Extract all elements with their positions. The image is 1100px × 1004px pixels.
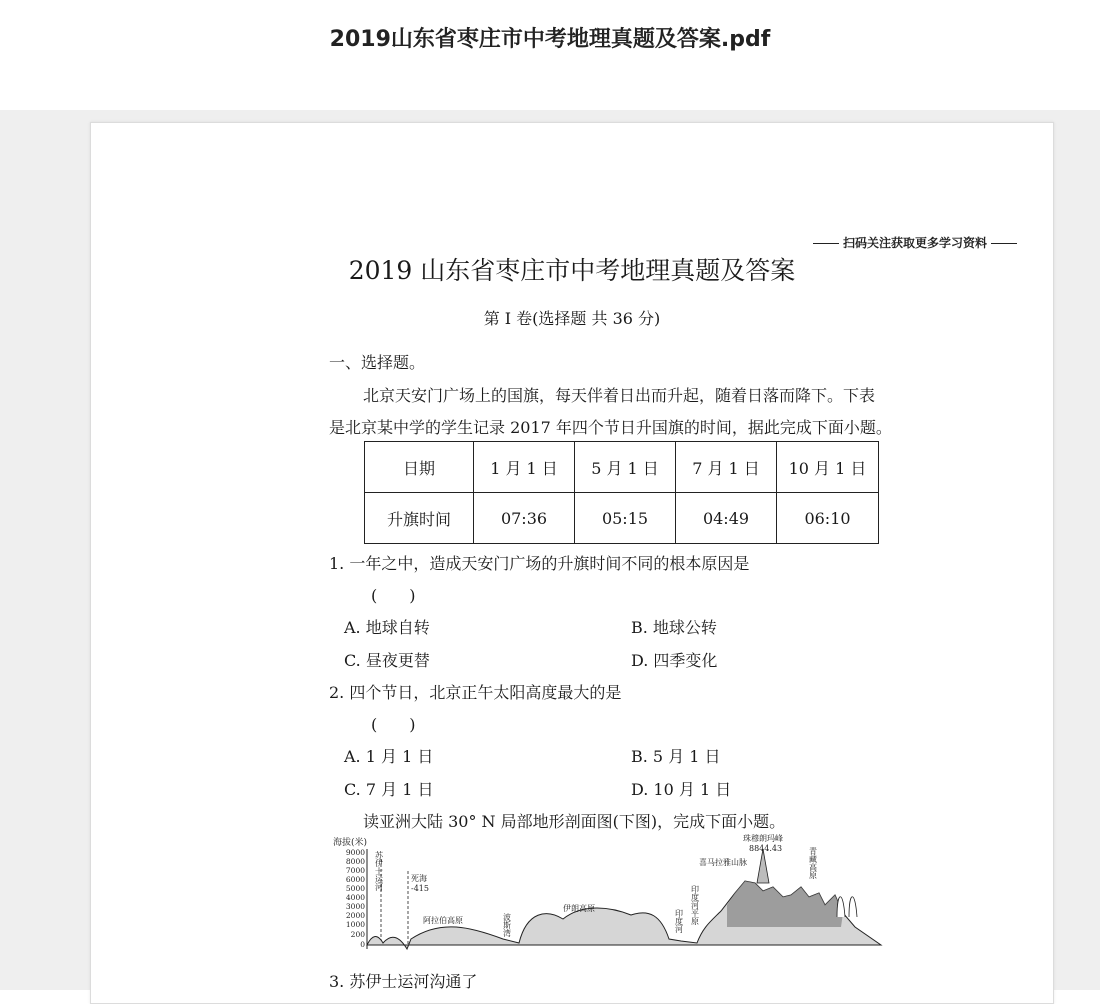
y-tick-label: 1000 — [345, 920, 365, 929]
table-cell: 日期 — [365, 442, 474, 493]
question-1-option-c: C. 昼夜更替 — [344, 651, 430, 670]
intro-line-2: 是北京某中学的学生记录 2017 年四个节日升国旗的时间，据此完成下面小题。 — [329, 418, 892, 437]
label-himalaya: 喜马拉雅山脉 — [699, 858, 747, 867]
question-2-option-c: C. 7 月 1 日 — [344, 780, 434, 799]
label-everest-value: 8844.43 — [749, 844, 783, 853]
question-3-stem: 3. 苏伊士运河沟通了 — [329, 972, 478, 991]
section-title: 第 I 卷(选择题 共 36 分) — [483, 309, 661, 328]
figure-ylabel: 海拔(米) — [333, 838, 368, 848]
label-tibet: 青藏高原 — [808, 847, 818, 879]
label-persian: 波斯湾 — [502, 913, 512, 937]
question-2-option-b: B. 5 月 1 日 — [631, 747, 721, 766]
pdf-viewer[interactable] — [0, 110, 1100, 990]
y-tick-label: 0 — [360, 940, 365, 949]
terrain-profile-figure — [331, 831, 891, 961]
question-1-stem: 1. 一年之中，造成天安门广场的升旗时间不同的根本原因是 — [329, 554, 750, 573]
part-heading: 一、选择题。 — [329, 353, 426, 372]
y-tick-labels — [346, 848, 365, 949]
table-cell: 06:10 — [777, 493, 879, 544]
watermark-line-left — [813, 243, 839, 244]
plateau-gap — [837, 897, 845, 917]
y-tick-label: 5000 — [345, 884, 365, 893]
y-tick-label: 8000 — [345, 857, 365, 866]
y-tick-label: 9000 — [345, 848, 365, 857]
table-cell: 7 月 1 日 — [676, 442, 777, 493]
pdf-page — [90, 122, 1054, 1004]
watermark-text: 扫码关注获取更多学习资料 — [809, 234, 1021, 251]
question-1-paren: ( ) — [371, 586, 416, 605]
plateau-gap — [849, 897, 857, 917]
y-tick-label: 2000 — [345, 911, 365, 920]
intro-line-1: 北京天安门广场上的国旗，每天伴着日出而升起，随着日落而降下。下表 — [363, 386, 876, 405]
y-tick-label: 4000 — [345, 893, 365, 902]
everest-peak — [757, 849, 769, 883]
question-2-paren: ( ) — [371, 715, 416, 734]
figure-intro: 读亚洲大陆 30° N 局部地形剖面图(下图)，完成下面小题。 — [363, 812, 786, 831]
label-deadsea: 死海 — [411, 874, 427, 883]
label-deadsea-value: -415 — [411, 884, 429, 893]
watermark-line-right — [991, 243, 1017, 244]
viewer-header — [0, 0, 1100, 110]
y-tick-label: 200 — [350, 930, 365, 939]
table-cell: 10 月 1 日 — [777, 442, 879, 493]
table-cell: 1 月 1 日 — [474, 442, 575, 493]
label-everest: 珠穆朗玛峰 — [743, 834, 783, 843]
label-iran: 伊朗高原 — [563, 904, 595, 913]
question-2-option-a: A. 1 月 1 日 — [344, 747, 434, 766]
flag-time-table — [364, 441, 879, 544]
y-tick-label: 3000 — [345, 902, 365, 911]
table-cell: 05:15 — [575, 493, 676, 544]
table-row — [365, 493, 879, 544]
y-tick-label: 6000 — [345, 875, 365, 884]
question-1-option-a: A. 地球自转 — [344, 618, 430, 637]
table-cell: 07:36 — [474, 493, 575, 544]
exam-title: 2019 山东省枣庄市中考地理真题及答案 — [348, 256, 796, 285]
question-1-option-b: B. 地球公转 — [631, 618, 717, 637]
y-tick-label: 7000 — [345, 866, 365, 875]
label-indus-plain: 印度河平原 — [690, 885, 700, 925]
question-2-stem: 2. 四个节日，北京正午太阳高度最大的是 — [329, 683, 622, 702]
label-suez: 苏伊士运河 — [374, 851, 384, 891]
question-2-option-d: D. 10 月 1 日 — [631, 780, 732, 799]
table-cell: 升旗时间 — [365, 493, 474, 544]
table-cell: 04:49 — [676, 493, 777, 544]
question-1-option-d: D. 四季变化 — [631, 651, 718, 670]
label-arabia: 阿拉伯高原 — [423, 916, 463, 925]
document-title: 2019山东省枣庄市中考地理真题及答案.pdf — [329, 27, 771, 52]
table-row — [365, 442, 879, 493]
label-indus: 印度河 — [674, 909, 684, 933]
table-cell: 5 月 1 日 — [575, 442, 676, 493]
